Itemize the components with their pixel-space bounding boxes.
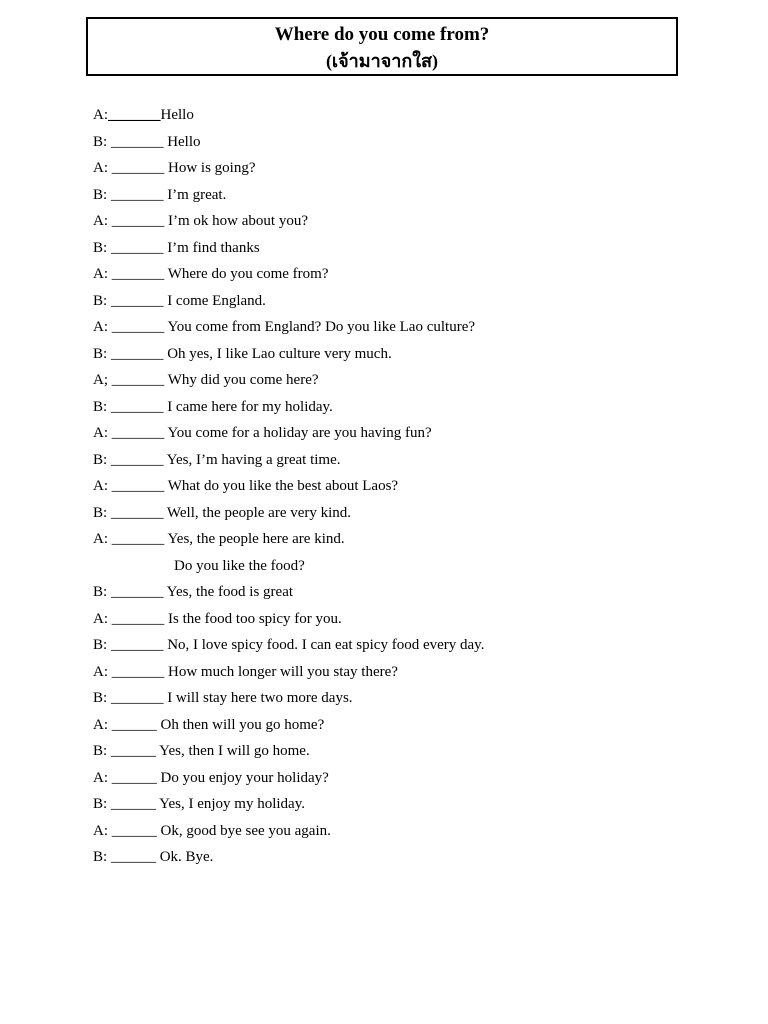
dialogue-line [93, 659, 713, 686]
dialogue-text: I’m find thanks [167, 239, 260, 256]
dialogue-line [93, 182, 713, 209]
answer-blank: ______ [110, 849, 156, 865]
answer-blank: _______ [111, 319, 165, 335]
dialogue-line [93, 129, 713, 156]
answer-blank: ______ [111, 716, 157, 733]
dialogue-text: Yes, I’m having a great time. [166, 451, 341, 468]
speaker-label: A: [93, 107, 108, 123]
answer-blank: _______ [111, 372, 165, 388]
dialogue-text: Do you like the food? [174, 557, 305, 574]
dialogue-line [93, 791, 713, 818]
dialogue-text: Why did you come here? [167, 372, 319, 388]
speaker-label: A: [93, 478, 108, 494]
dialogue-text: Where do you come from? [167, 266, 329, 282]
answer-blank: ______ [110, 796, 156, 812]
dialogue-list [93, 102, 713, 871]
dialogue-line [93, 314, 713, 341]
dialogue-text: Yes, I enjoy my holiday. [159, 796, 305, 812]
dialogue-text: Yes, then I will go home. [159, 743, 310, 759]
dialogue-text: Oh yes, I like Lao culture very much. [167, 345, 392, 362]
speaker-label: A: [93, 266, 108, 282]
dialogue-line [93, 765, 713, 792]
answer-blank: _______ [110, 584, 164, 600]
dialogue-line [93, 526, 713, 553]
speaker-label: A; [93, 372, 108, 388]
dialogue-line [93, 261, 713, 288]
speaker-label: B: [93, 398, 108, 415]
speaker-label: B: [93, 743, 108, 759]
dialogue-text: Hello [167, 133, 201, 150]
dialogue-line [93, 685, 713, 712]
dialogue-line [93, 606, 713, 633]
answer-blank: _______ [111, 663, 165, 680]
speaker-label: B: [93, 637, 108, 653]
dialogue-text: I’m ok how about you? [168, 213, 308, 229]
speaker-label: B: [93, 849, 108, 865]
answer-blank: _______ [110, 292, 164, 309]
speaker-label: A: [93, 822, 108, 839]
dialogue-text: Ok, good bye see you again. [160, 822, 331, 839]
dialogue-line [93, 579, 713, 606]
answer-blank: _______ [111, 213, 165, 229]
dialogue-line [93, 394, 713, 421]
dialogue-line [93, 632, 713, 659]
dialogue-text: What do you like the best about Laos? [167, 478, 399, 494]
answer-blank: _______ [110, 239, 164, 256]
answer-blank: _______ [110, 345, 164, 362]
answer-blank: _______ [111, 266, 165, 282]
speaker-label: B: [93, 186, 108, 203]
speaker-label: B: [93, 504, 108, 521]
speaker-label: A: [93, 531, 108, 547]
answer-blank: _______ [110, 451, 164, 468]
dialogue-text: How is going? [168, 160, 256, 176]
speaker-label: A: [93, 160, 108, 176]
dialogue-line [93, 553, 713, 580]
answer-blank: ______ [110, 743, 156, 759]
answer-blank: _______ [110, 690, 164, 706]
dialogue-line [93, 712, 713, 739]
speaker-label: A: [93, 716, 108, 733]
answer-blank: _______ [111, 531, 165, 547]
speaker-label: A: [93, 213, 108, 229]
dialogue-line [93, 341, 713, 368]
dialogue-line [93, 473, 713, 500]
answer-blank: _______ [110, 504, 164, 521]
dialogue-line [93, 844, 713, 871]
speaker-label: A: [93, 425, 108, 441]
speaker-label: B: [93, 345, 108, 362]
speaker-label: A: [93, 769, 108, 786]
answer-blank: _______ [111, 478, 165, 494]
dialogue-line [93, 447, 713, 474]
speaker-label: A: [93, 319, 108, 335]
answer-blank: _______ [110, 186, 164, 203]
speaker-label: A: [93, 663, 108, 680]
dialogue-text: How much longer will you stay there? [168, 663, 398, 680]
dialogue-line [93, 208, 713, 235]
answer-blank: _______ [110, 637, 164, 653]
dialogue-line [93, 420, 713, 447]
dialogue-line [93, 288, 713, 315]
dialogue-text: I came here for my holiday. [167, 398, 333, 415]
dialogue-line [93, 235, 713, 262]
dialogue-text: Is the food too spicy for you. [168, 610, 342, 627]
title-box [86, 17, 678, 76]
dialogue-text: Hello [160, 107, 194, 123]
dialogue-text: You come for a holiday are you having fun? [167, 425, 432, 441]
speaker-label: B: [93, 690, 108, 706]
dialogue-line [93, 367, 713, 394]
dialogue-text: I come England. [167, 292, 266, 309]
dialogue-text: No, I love spicy food. I can eat spicy food every day. [167, 637, 485, 653]
speaker-label: B: [93, 796, 108, 812]
speaker-label: B: [93, 292, 108, 309]
speaker-label: B: [93, 239, 108, 256]
speaker-label: A: [93, 610, 108, 627]
answer-blank: _______ [108, 107, 161, 123]
dialogue-line [93, 738, 713, 765]
dialogue-line [93, 102, 713, 129]
answer-blank: _______ [110, 398, 164, 415]
speaker-label: B: [93, 133, 108, 150]
answer-blank: _______ [110, 133, 164, 150]
dialogue-line [93, 500, 713, 527]
dialogue-line [93, 818, 713, 845]
answer-blank: _______ [111, 425, 165, 441]
speaker-label: B: [93, 451, 108, 468]
dialogue-text: Yes, the food is great [166, 584, 294, 600]
dialogue-text: You come from England? Do you like Lao culture? [167, 319, 476, 335]
answer-blank: ______ [111, 769, 157, 786]
dialogue-line [93, 155, 713, 182]
speaker-label: B: [93, 584, 108, 600]
dialogue-text: Yes, the people here are kind. [167, 531, 345, 547]
dialogue-text: Ok. Bye. [159, 849, 214, 865]
page-subtitle: (เจ้ามาจากใส) [325, 51, 439, 71]
dialogue-text: Do you enjoy your holiday? [160, 769, 329, 786]
page-title: Where do you come from? [274, 24, 490, 45]
dialogue-text: I will stay here two more days. [167, 690, 353, 706]
answer-blank: ______ [111, 822, 157, 839]
dialogue-text: Well, the people are very kind. [166, 504, 352, 521]
answer-blank: _______ [111, 160, 165, 176]
dialogue-text: I’m great. [167, 186, 227, 203]
answer-blank: _______ [111, 610, 165, 627]
dialogue-text: Oh then will you go home? [160, 716, 325, 733]
